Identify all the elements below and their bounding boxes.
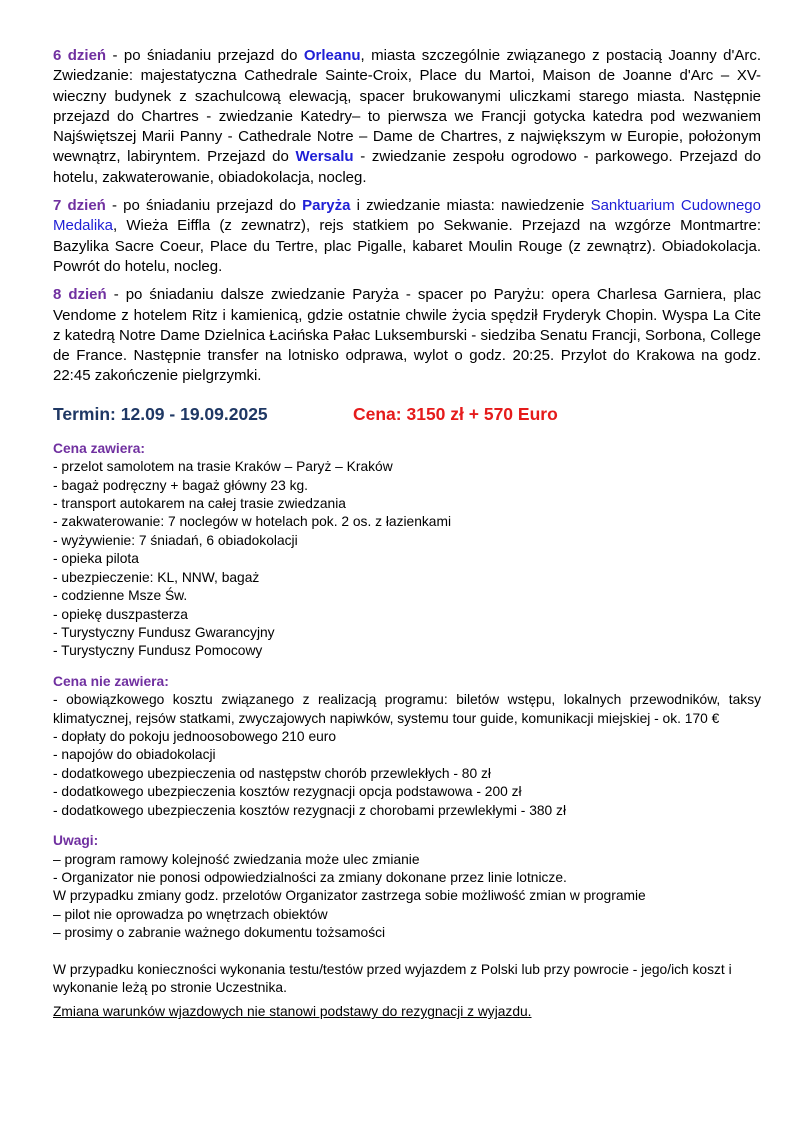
- list-item: - transport autokarem na całej trasie zwiedzania: [53, 496, 346, 512]
- list-item: - opieka pilota: [53, 551, 139, 567]
- city-name: Wersalu: [295, 148, 354, 166]
- list-item: - przelot samolotem na trasie Kraków – Paryż – Kraków: [53, 459, 393, 475]
- city-name: Paryża: [302, 197, 351, 215]
- list-item: - Turystyczny Fundusz Pomocowy: [53, 643, 263, 659]
- list-item: - bagaż podręczny + bagaż główny 23 kg.: [53, 477, 309, 493]
- entry-conditions-note: Zmiana warunków wjazdowych nie stanowi podstawy do rezygnacji z wyjazdu.: [53, 1004, 532, 1020]
- price: Cena: 3150 zł + 570 Euro: [353, 403, 558, 424]
- excludes-section: [53, 673, 761, 820]
- list-item: - napojów do obiadokolacji: [53, 747, 216, 763]
- day-label: 7 dzień: [53, 197, 106, 215]
- section-title: Uwagi:: [53, 833, 99, 849]
- day-text: , miasta szczególnie związanego z postacią Joanny d'Arc. Zwiedzanie: majestatyczna Cathedrale Sainte-Croix, Place du Martoi, Maison de Joanne d'Arc – XV-wieczny budynek z szachulcową elewacją, spacer brukowanymi uliczkami starego miasta. Następnie przejazd do Chartres - zwiedzanie Katedry– to pierwsza we Francji gotycka katedra pod wezwaniem Najświętszej Marii Panny - Cathedrale Notre – Dame de Chartres, z największym w Europie, położonym wewnątrz, labiryntem. Przejazd do: [53, 47, 761, 166]
- day-text: - po śniadaniu dalsze zwiedzanie Paryża - spacer po Paryżu: opera Charlesa Garniera, plac Vendome z hotelem Ritz i kamienicą, gdzie ostatnie chwile życia spędził Fryderyk Chopin. Wyspa La Cite z katedrą Notre Dame Dzielnica Łacińska Pałac Luksemburski - siedziba Senatu Francji, Sorbona, College de France. Następnie transfer na lotnisko odprawa, wylot o godz. 20:25. Przylot do Krakowa na godz. 22:45 zakończenie pielgrzymki.: [53, 286, 761, 385]
- list-item: - Organizator nie ponosi odpowiedzialności za zmiany dokonane przez linie lotnicze.: [53, 869, 567, 885]
- day-label: 8 dzień: [53, 286, 107, 304]
- list-item: - dodatkowego ubezpieczenia od następstw chorób przewlekłych - 80 zł: [53, 765, 491, 781]
- day-8-paragraph: [53, 285, 761, 386]
- notes-section: [53, 832, 761, 943]
- test-note: W przypadku konieczności wykonania testu/testów przed wyjazdem z Polski lub przy powrocie - jego/ich koszt i wykonanie leżą po stronie Uczestnika.: [53, 961, 732, 995]
- sanctuary-link[interactable]: Sanktuarium Cudownego Medalika: [53, 197, 761, 235]
- list-item: - wyżywienie: 7 śniadań, 6 obiadokolacji: [53, 532, 298, 548]
- day-text: , Wieża Eiffla (z zewnatrz), rejs statkiem po Sekwanie. Przejazd na wzgórze Montmartre: Bazylika Sacre Coeur, Place du Tertre, plac Pigalle, kabaret Moulin Rouge (z zewnątrz). Obiadokolacja. Powrót do hotelu, nocleg.: [53, 217, 761, 275]
- day-text: - po śniadaniu przejazd do: [105, 197, 303, 215]
- list-item: - opiekę duszpasterza: [53, 606, 188, 622]
- day-label: 6 dzień: [53, 47, 107, 64]
- day-text: - zwiedzanie zespołu ogrodowo - parkowego. Przejazd do hotelu, zakwaterowanie, obiadokolacja, nocleg.: [53, 148, 761, 186]
- list-item: - Turystyczny Fundusz Gwarancyjny: [53, 624, 275, 640]
- list-item: – program ramowy kolejność zwiedzania może ulec zmianie: [53, 851, 420, 867]
- document-page: [53, 46, 761, 1022]
- section-title: Cena nie zawiera:: [53, 673, 169, 689]
- day-7-paragraph: [53, 196, 761, 277]
- list-item: - obowiązkowego kosztu związanego z realizacją programu: biletów wstępu, lokalnych przewodników, taksy klimatycznej, rejsów statkami, zwyczajowych napiwków, systemu tour guide, komunikacji miejskiej - ok. 170 €: [53, 692, 761, 726]
- city-name: Orleanu: [303, 47, 361, 64]
- term-price-line: [53, 404, 761, 428]
- section-title: Cena zawiera:: [53, 440, 146, 456]
- notes-list: [53, 851, 761, 943]
- list-item: - dopłaty do pokoju jednoosobowego 210 euro: [53, 729, 337, 745]
- list-item: - codzienne Msze Św.: [53, 588, 188, 604]
- includes-section: [53, 440, 761, 661]
- day-6-paragraph: [53, 46, 761, 188]
- day-text: i zwiedzanie miasta: nawiedzenie: [350, 197, 591, 215]
- list-item: W przypadku zmiany godz. przelotów Organizator zastrzega sobie możliwość zmian w programie: [53, 888, 646, 904]
- includes-list: [53, 458, 761, 660]
- list-item: - ubezpieczenie: KL, NNW, bagaż: [53, 569, 260, 585]
- term-dates: Termin: 12.09 - 19.09.2025: [53, 403, 268, 424]
- list-item: - dodatkowego ubezpieczenia kosztów rezygnacji z chorobami przewlekłymi - 380 zł: [53, 802, 567, 818]
- list-item: – pilot nie oprowadza po wnętrzach obiektów: [53, 906, 328, 922]
- day-text: - po śniadaniu przejazd do: [106, 47, 304, 64]
- list-item: - dodatkowego ubezpieczenia kosztów rezygnacji opcja podstawowa - 200 zł: [53, 784, 522, 800]
- list-item: – prosimy o zabranie ważnego dokumentu tożsamości: [53, 925, 386, 941]
- excludes-list: [53, 691, 761, 820]
- list-item: - zakwaterowanie: 7 noclegów w hotelach pok. 2 os. z łazienkami: [53, 514, 452, 530]
